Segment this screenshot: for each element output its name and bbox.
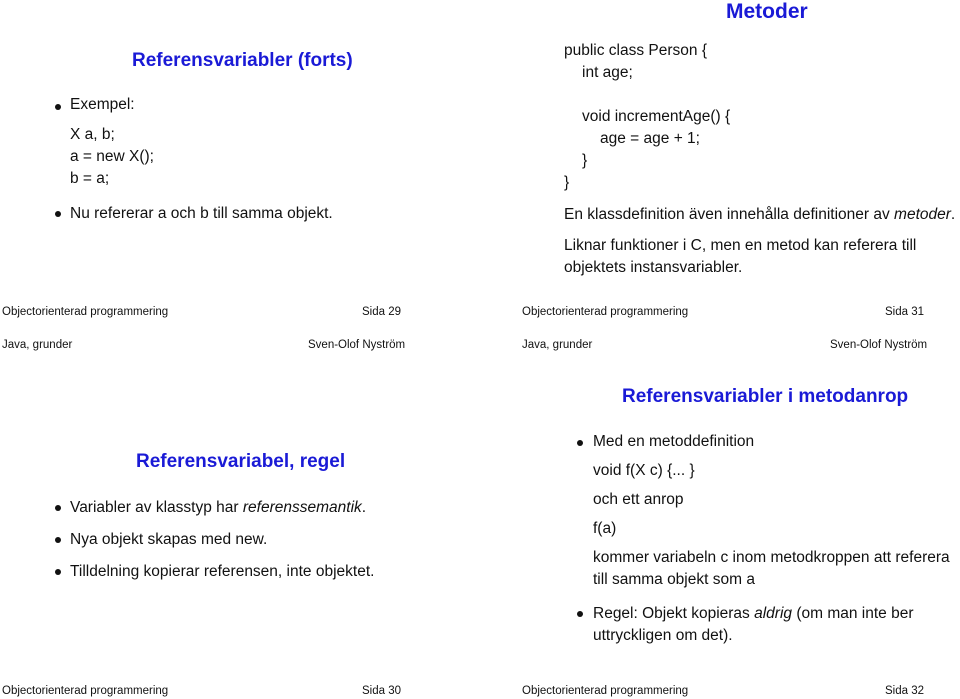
- slide31-text2-line1: Liknar funktioner i C, men en metod kan referera till: [564, 237, 917, 254]
- slide31-footer-right: Sida 31: [885, 306, 925, 318]
- bullet-icon: [55, 505, 61, 511]
- slide32-footer-left: Objectorienterad programmering: [522, 685, 689, 697]
- slide31-title: Metoder: [726, 0, 808, 23]
- header-right-b: Sven-Olof Nyström: [830, 339, 928, 351]
- slide29-footer-left: Objectorienterad programmering: [2, 306, 169, 318]
- bullet-icon: [55, 211, 61, 217]
- header-right-a: Sven-Olof Nyström: [308, 339, 406, 351]
- slide30-bullet2: Nya objekt skapas med new.: [70, 531, 268, 548]
- slide32-footer-right: Sida 32: [885, 685, 925, 697]
- bullet-icon: [55, 569, 61, 575]
- slide32-code2: f(a): [593, 520, 617, 537]
- slide29-bullet2: Nu refererar a och b till samma objekt.: [70, 205, 333, 222]
- slide32-bullet2-line2: uttryckligen om det).: [593, 627, 733, 644]
- slide32-text2-line2: till samma objekt som a: [593, 571, 755, 588]
- slide31-code-line3: void incrementAge() {: [582, 108, 731, 125]
- slide32-text2-line1: kommer variabeln c inom metodkroppen att referera: [593, 549, 950, 566]
- slide30-bullet1: Variabler av klasstyp har referenssemantik.: [70, 499, 367, 516]
- slide31-code-line6: }: [564, 174, 570, 191]
- slide31-code-line1: public class Person {: [564, 42, 708, 59]
- slide30-footer-right: Sida 30: [362, 685, 402, 697]
- slide31-code-line2: int age;: [582, 64, 633, 81]
- slide32-title: Referensvariabler i metodanrop: [622, 386, 909, 407]
- bullet-icon: [55, 104, 61, 110]
- header-left-a: Java, grunder: [2, 339, 73, 351]
- slide31-text1: En klassdefinition även innehålla definitioner av metoder.: [564, 206, 956, 223]
- bullet-icon: [577, 440, 583, 446]
- slide30-footer-left: Objectorienterad programmering: [2, 685, 169, 697]
- slide29-title: Referensvariabler (forts): [132, 50, 353, 71]
- slide30-bullet3: Tilldelning kopierar referensen, inte objektet.: [70, 563, 375, 580]
- slide30-title: Referensvariabel, regel: [136, 451, 346, 472]
- slide29-code-line1: X a, b;: [70, 126, 115, 143]
- slide31-code-line4: age = age + 1;: [600, 130, 700, 147]
- slide29-code-line2: a = new X();: [70, 148, 154, 165]
- header-left-b: Java, grunder: [522, 339, 593, 351]
- slide29-bullet1: Exempel:: [70, 96, 135, 113]
- slide31-code-line5: }: [582, 152, 588, 169]
- slide31-text2-line2: objektets instansvariabler.: [564, 259, 743, 276]
- slide29-footer-right: Sida 29: [362, 306, 402, 318]
- slide32-text1: och ett anrop: [593, 491, 684, 508]
- slide32-bullet2-line1: Regel: Objekt kopieras aldrig (om man inte ber: [593, 605, 914, 622]
- slide32-code1: void f(X c) {... }: [593, 462, 695, 479]
- bullet-icon: [577, 611, 583, 617]
- slide31-footer-left: Objectorienterad programmering: [522, 306, 689, 318]
- bullet-icon: [55, 537, 61, 543]
- slide29-code-line3: b = a;: [70, 170, 110, 187]
- slide32-bullet1: Med en metoddefinition: [593, 433, 755, 450]
